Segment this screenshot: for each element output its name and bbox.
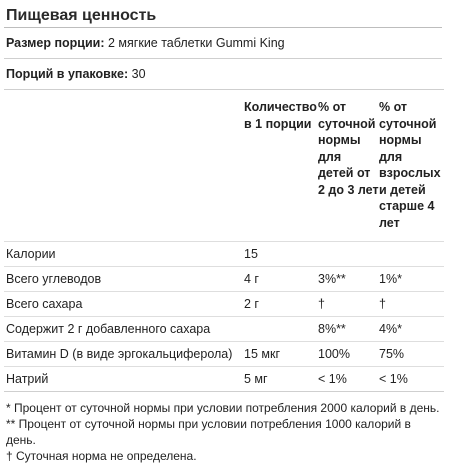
- serving-size-line: [4, 28, 442, 58]
- nutrient-name: Витамин D (в виде эргокальциферола): [4, 342, 244, 367]
- header-nutrient: [4, 90, 244, 242]
- nutrient-dv-adults: †: [379, 292, 444, 317]
- header-dv-children: % от суточной нормы для детей от 2 до 3 лет: [318, 90, 379, 242]
- nutrition-facts-panel: [4, 3, 442, 464]
- nutrient-amount: 4 г: [244, 267, 318, 292]
- nutrient-dv-children: 100%: [318, 342, 379, 367]
- table-row: [4, 292, 444, 317]
- nutrient-amount: 2 г: [244, 292, 318, 317]
- nutrient-dv-adults: < 1%: [379, 367, 444, 392]
- servings-value: 30: [128, 67, 146, 81]
- serving-size-label: Размер порции:: [6, 36, 105, 50]
- nutrient-dv-adults: 1%*: [379, 267, 444, 292]
- nutrient-dv-adults: 4%*: [379, 317, 444, 342]
- footnote: ** Процент от суточной нормы при условии потребления 1000 калорий в день.: [6, 417, 411, 447]
- nutrition-table: [4, 89, 444, 392]
- nutrient-dv-children: [318, 242, 379, 267]
- table-row: [4, 367, 444, 392]
- header-amount: Количество в 1 порции: [244, 90, 318, 242]
- header-dv-adults: % от суточной нормы для взрослых и детей старше 4 лет: [379, 90, 444, 242]
- nutrient-name: Содержит 2 г добавленного сахара: [4, 317, 244, 342]
- footnote: * Процент от суточной нормы при условии потребления 2000 калорий в день.: [6, 401, 440, 415]
- nutrient-dv-children: †: [318, 292, 379, 317]
- table-row: [4, 267, 444, 292]
- panel-title: Пищевая ценность: [6, 7, 157, 24]
- table-header-row: [4, 90, 444, 242]
- nutrient-dv-adults: [379, 242, 444, 267]
- nutrient-name: Всего углеводов: [4, 267, 244, 292]
- servings-label: Порций в упаковке:: [6, 67, 129, 81]
- nutrient-amount: [244, 317, 318, 342]
- nutrient-dv-adults: 75%: [379, 342, 444, 367]
- nutrient-dv-children: < 1%: [318, 367, 379, 392]
- nutrient-amount: 15: [244, 242, 318, 267]
- nutrient-amount: 5 мг: [244, 367, 318, 392]
- nutrient-name: Всего сахара: [4, 292, 244, 317]
- serving-size-value: 2 мягкие таблетки Gummi King: [104, 36, 285, 50]
- footnotes: [4, 392, 442, 464]
- table-row: [4, 317, 444, 342]
- nutrient-dv-children: 8%**: [318, 317, 379, 342]
- table-row: [4, 242, 444, 267]
- servings-per-container-line: [4, 59, 442, 89]
- nutrient-name: Калории: [4, 242, 244, 267]
- footnote: † Суточная норма не определена.: [6, 449, 197, 463]
- table-row: [4, 342, 444, 367]
- nutrient-dv-children: 3%**: [318, 267, 379, 292]
- nutrient-name: Натрий: [4, 367, 244, 392]
- nutrient-amount: 15 мкг: [244, 342, 318, 367]
